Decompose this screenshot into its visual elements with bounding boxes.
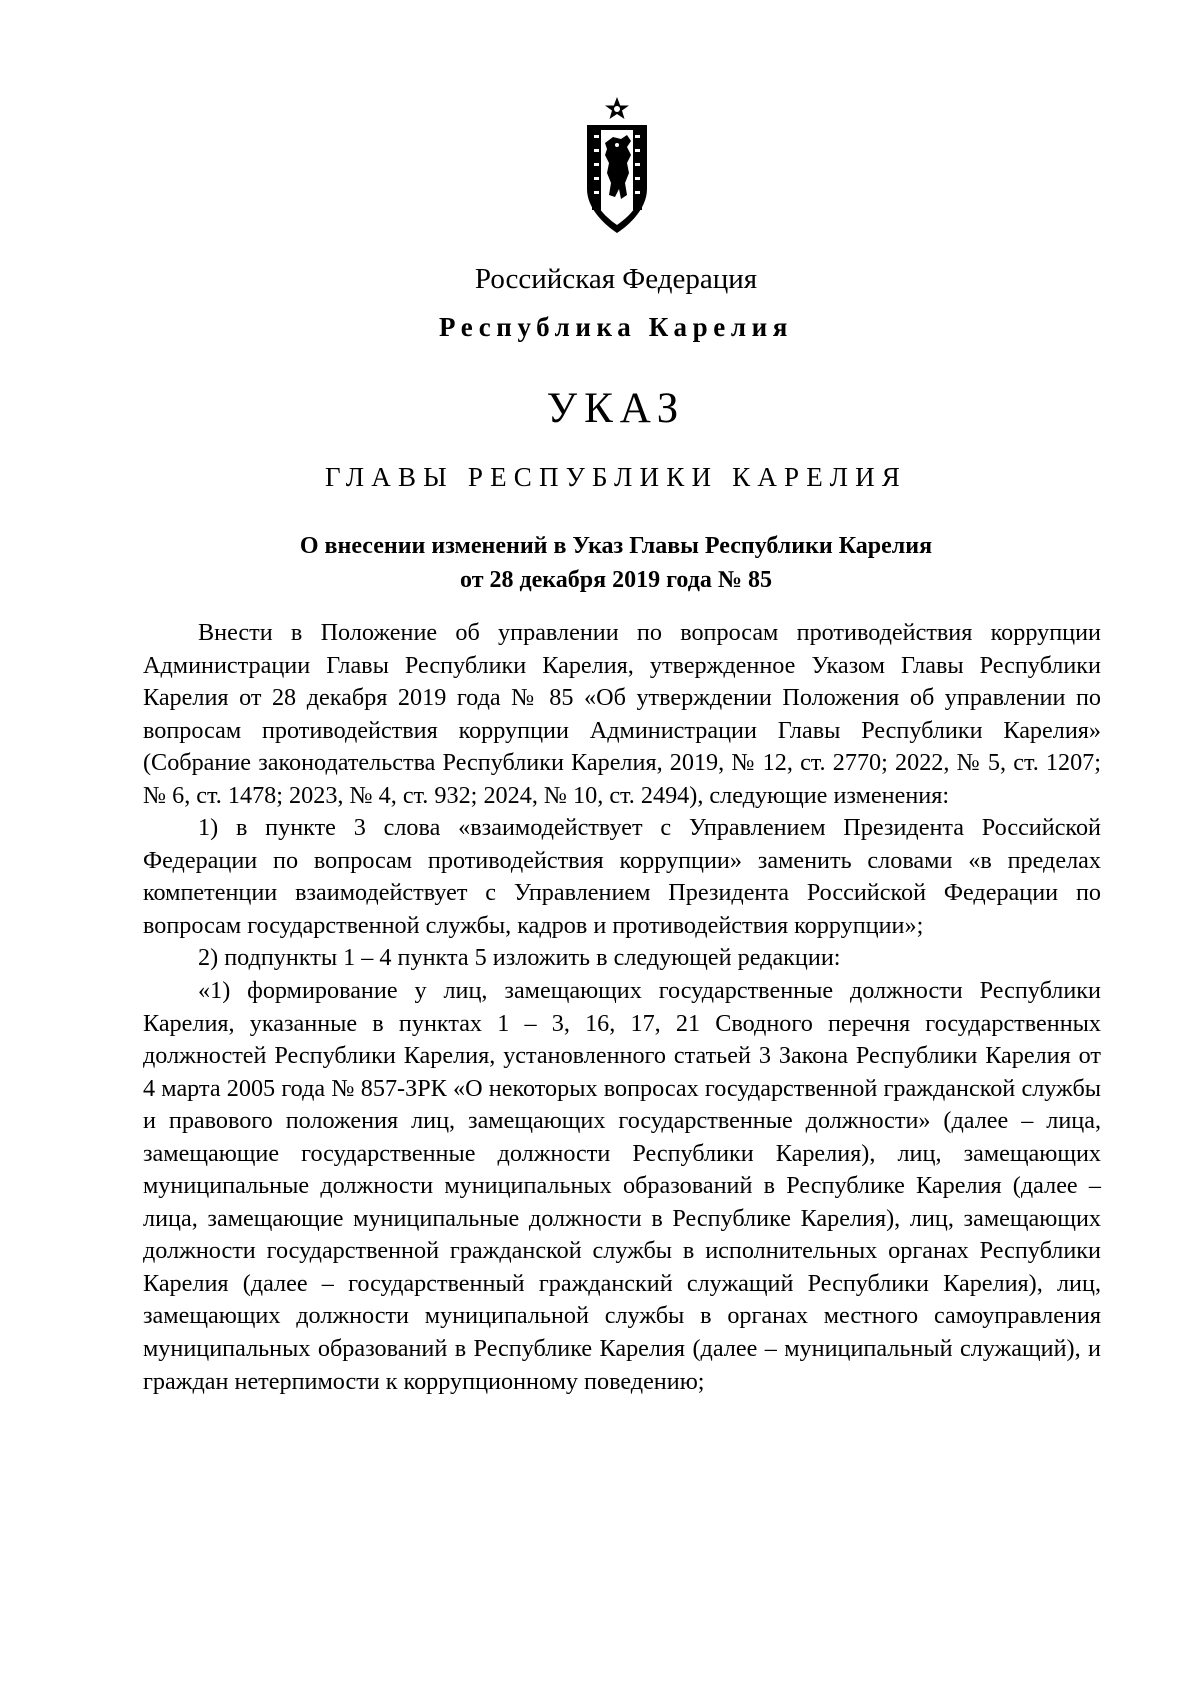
republic-title: Республика Карелия [439,312,793,342]
document-subject-line-2: от 28 декабря 2019 года № 85 [460,567,772,593]
paragraph-intro: Внести в Положение об управлении по вопросам противодействия коррупции Администрации Главы Республики Карелия, утвержденное Указом Главы Республики Карелия от 28 декабря 2019 года № 85 «Об утверждении Положения об управлении по вопросам противодействия коррупции Администрации Главы Республики Карелия» (Собрание законодательства Республики Карелия, 2019, № 12, ст. 2770; 2022, № 5, ст. 1207; № 6, ст. 1478; 2023, № 4, ст. 932; 2024, № 10, ст. 2494), следующие изменения: [143,619,1101,809]
document-body [143,617,1101,1398]
federation-title: Российская Федерация [474,263,758,295]
document-subject-line-1: О внесении изменений в Указ Главы Республики Карелия [299,533,933,559]
paragraph-quoted-subitem-1: «1) формирование у лиц, замещающих государственные должности Республики Карелия, указанные в пунктах 1 – 3, 16, 17, 21 Сводного перечня государственных должностей Республики Карелия, установленного статьей 3 Закона Республики Карелия от 4 марта 2005 года № 857-ЗРК «О некоторых вопросах государственной гражданской службы и правового положения лиц, замещающих государственные должности» (далее – лица, замещающие государственные должности Республики Карелия), лиц, замещающих муниципальные должности муниципальных образований в Республике Карелия (далее – лица, замещающие муниципальные должности в Республике Карелия), лиц, замещающих должности государственной гражданской службы в исполнительных органах Республики Карелия (далее – государственный гражданский служащий Республики Карелия), лиц, замещающих должности муниципальной службы в органах местного самоуправления муниципальных образований в Республике Карелия (далее – муниципальный служащий), и граждан нетерпимости к коррупционному поведению; [143,977,1101,1395]
issuer-title: ГЛАВЫ РЕСПУБЛИКИ КАРЕЛИЯ [324,462,907,492]
paragraph-item-1: 1) в пункте 3 слова «взаимодействует с Управлением Президента Российской Федерации по вопросам противодействия коррупции» заменить словами «в пределах компетенции взаимодействует с Управлением Президента Российской Федерации по вопросам государственной службы, кадров и противодействия коррупции»; [143,814,1101,939]
document-type: УКАЗ [546,385,686,432]
karelia-coat-of-arms-icon [577,97,657,234]
paragraph-item-2: 2) подпункты 1 – 4 пункта 5 изложить в следующей редакции: [198,944,841,972]
